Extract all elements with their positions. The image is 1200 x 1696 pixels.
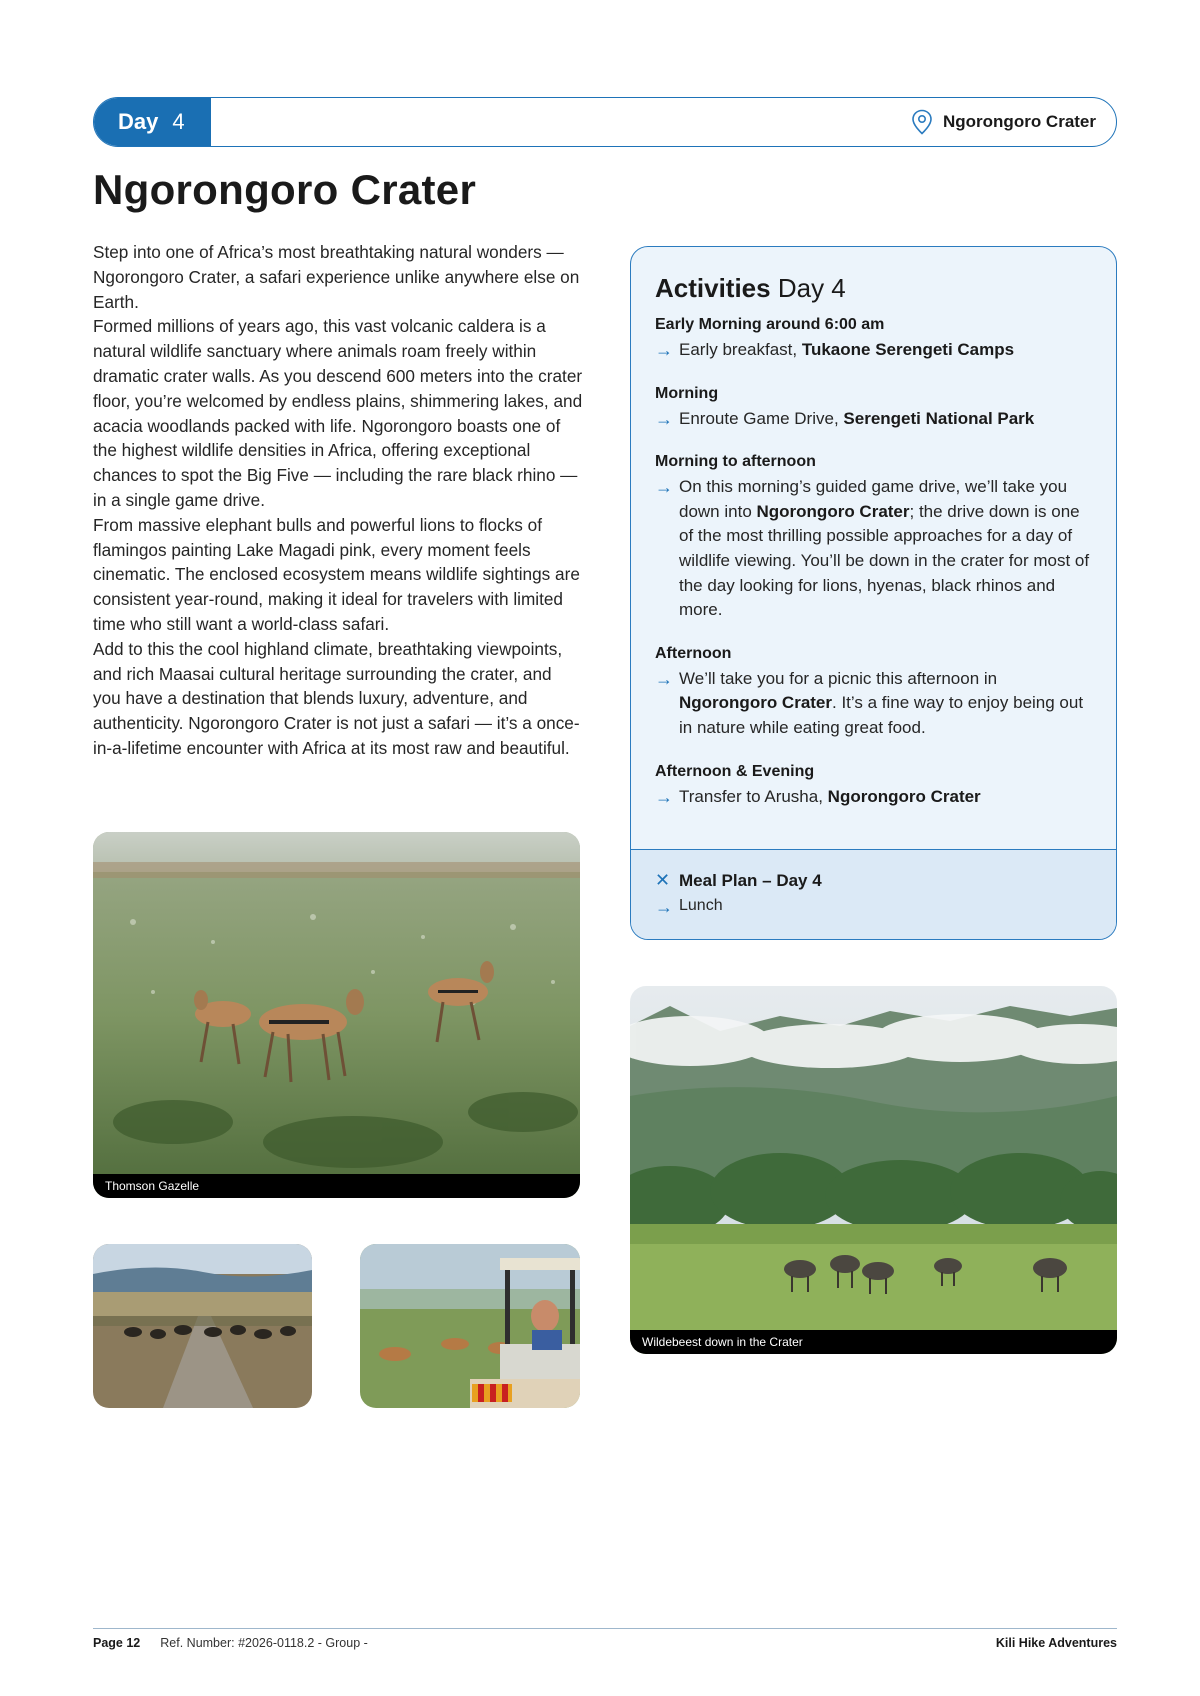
page-number: Page 12 (93, 1636, 141, 1650)
fork-knife-icon: ✕ (655, 870, 671, 890)
arrow-right-icon: → (655, 786, 673, 807)
page-title: Ngorongoro Crater (93, 166, 477, 213)
day-label: Day (118, 109, 159, 134)
reference-number: Ref. Number: #2026-0118.2 - Group - (160, 1636, 368, 1650)
activity-text: Transfer to Arusha, Ngorongoro Crater (679, 786, 981, 806)
activity-text: Enroute Game Drive, Serengeti National Park (679, 408, 1035, 428)
header-location-label: Ngorongoro Crater (943, 112, 1096, 131)
intro-paragraph: From massive elephant bulls and powerful lions to flocks of flamingos painting Lake Magadi pink, every moment feels cinematic. The enclosed ecosystem means wildlife sightings are consistent year-round, making it ideal for travelers with limited time who still want a world-class safari. (93, 514, 580, 634)
activity-time: Early Morning around 6:00 am (655, 316, 885, 333)
intro-paragraph: Formed millions of years ago, this vast volcanic caldera is a natural wildlife sanctuary where animals roam freely within dramatic crater walls. As you descend 600 meters into the crater floor, you’re welcomed by endless plains, shimmering lakes, and acacia woodlands packed with life. Ngorongoro boasts one of the highest wildlife densities in Africa, offering exceptional chances to spot the Big Five — including the rare black rhino — in a single game drive. (93, 316, 583, 510)
gazelle-photo (93, 832, 580, 1198)
activities-heading: Activities Day 4 (655, 273, 846, 303)
page-footer (93, 1636, 1117, 1650)
activity-block (655, 316, 1092, 363)
footer-divider (93, 1628, 1117, 1629)
activity-block (655, 385, 1092, 432)
activity-text: On this morning’s guided game drive, we’ll take you down into Ngorongoro Crater; the drive down is one of the most thrilling possible approaches for a day of wildlife viewing. You’ll be down in the crater for most of the day looking for lions, hyenas, black rhinos and more. (679, 477, 1090, 620)
arrow-right-icon: → (655, 897, 673, 917)
activity-block (655, 645, 1092, 741)
activity-time: Afternoon & Evening (655, 762, 815, 780)
arrow-right-icon: → (655, 408, 673, 429)
safari-vehicle-photo (360, 1244, 580, 1408)
intro-text (93, 240, 583, 761)
header-location (911, 98, 1096, 146)
photo-caption: Wildebeest down in the Crater (630, 1330, 1117, 1354)
day-badge (94, 98, 211, 146)
meal-item: Lunch (679, 897, 723, 914)
activity-time: Morning (655, 384, 719, 402)
activity-block (655, 453, 1092, 623)
arrow-right-icon: → (655, 340, 673, 360)
activity-text: We’ll take you for a picnic this afternoon in Ngorongoro Crater. It’s a fine way to enjoy being out in nature while eating great food. (679, 668, 1084, 737)
activity-time: Afternoon (655, 644, 732, 662)
road-wildebeest-photo (93, 1244, 312, 1408)
meal-plan-title: Meal Plan – Day 4 (679, 870, 822, 890)
arrow-right-icon: → (655, 477, 673, 498)
activity-time: Morning to afternoon (655, 453, 816, 471)
activity-text: Early breakfast, Tukaone Serengeti Camps (679, 340, 1015, 359)
meal-plan (631, 849, 1116, 939)
crater-wildebeest-photo (630, 986, 1117, 1354)
photo-caption: Thomson Gazelle (93, 1174, 580, 1198)
day-header-bar (93, 97, 1117, 147)
map-pin-icon (911, 109, 933, 135)
day-number: 4 (172, 109, 185, 134)
arrow-right-icon: → (655, 668, 673, 689)
intro-paragraph: Add to this the cool highland climate, breathtaking viewpoints, and rich Maasai cultural heritage surrounding the crater, and you have a destination that blends luxury, adventure, and authenticity. Ngorongoro Crater is not just a safari — it’s a once-in-a-lifetime encounter with Africa at its most raw and beautiful. (93, 638, 580, 758)
intro-paragraph: Step into one of Africa’s most breathtaking natural wonders — Ngorongoro Crater, a safari experience unlike anywhere else on Earth. (93, 242, 580, 312)
activities-card (630, 246, 1117, 940)
brand-name: Kili Hike Adventures (995, 1636, 1117, 1650)
activity-block (655, 763, 1092, 810)
